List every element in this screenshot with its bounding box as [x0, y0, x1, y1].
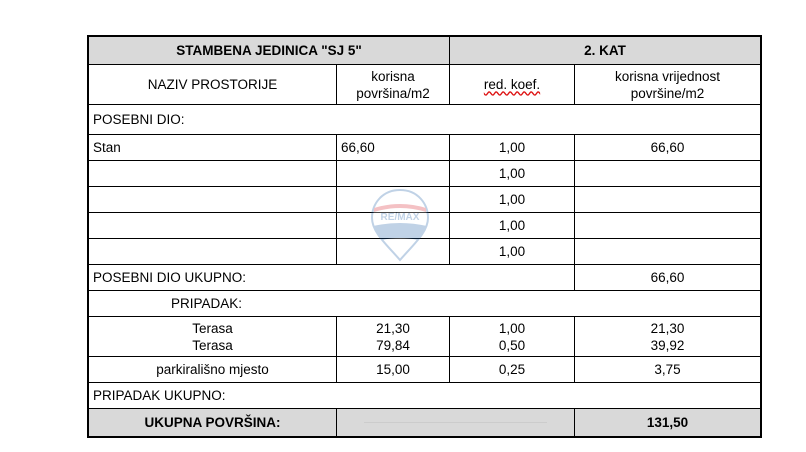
grand-total-spacer — [337, 409, 575, 437]
section-label: PRIPADAK: — [89, 291, 761, 317]
room-name — [89, 161, 337, 187]
pripadak-name — [89, 317, 337, 357]
col-coef-text: red. koef. — [483, 76, 541, 92]
pripadak-name-2: Terasa — [192, 337, 233, 353]
room-name — [89, 213, 337, 239]
col-coef — [450, 65, 575, 105]
pripadak-area-1: 21,30 — [376, 320, 410, 336]
room-value — [575, 161, 761, 187]
header-row — [89, 37, 761, 65]
column-header-row — [89, 65, 761, 105]
pripadak-value-2: 39,92 — [650, 337, 685, 353]
watermark-text: RE/MAX — [380, 212, 420, 223]
table-row — [89, 317, 761, 357]
section-pripadak — [89, 291, 761, 317]
room-name — [89, 187, 337, 213]
section-label: POSEBNI DIO: — [89, 105, 761, 135]
pripadak-value-1: 21,30 — [650, 320, 685, 336]
room-area — [337, 239, 450, 265]
room-area — [337, 187, 450, 213]
posebni-total-value: 66,60 — [575, 265, 761, 291]
col-usable-value: korisna vrijednost površine/m2 — [575, 65, 761, 105]
pripadak-area: 15,00 — [337, 357, 450, 383]
faint-divider — [364, 422, 547, 423]
room-coef: 1,00 — [450, 187, 575, 213]
room-coef: 1,00 — [450, 239, 575, 265]
room-value — [575, 213, 761, 239]
pripadak-coef — [450, 317, 575, 357]
room-area — [337, 213, 450, 239]
pripadak-total-row — [89, 383, 761, 409]
pripadak-coef-1: 1,00 — [498, 320, 526, 336]
room-name — [89, 239, 337, 265]
room-value — [575, 187, 761, 213]
room-area — [337, 161, 450, 187]
col-usable-area: korisna površina/m2 — [337, 65, 450, 105]
table-row — [89, 213, 761, 239]
grand-total-row — [89, 409, 761, 437]
pripadak-area — [337, 317, 450, 357]
table-row — [89, 357, 761, 383]
room-coef: 1,00 — [450, 213, 575, 239]
room-area: 66,60 — [337, 135, 450, 161]
section-posebni — [89, 105, 761, 135]
area-table — [88, 36, 761, 437]
col-room-name: NAZIV PROSTORIJE — [89, 65, 337, 105]
pripadak-coef: 0,25 — [450, 357, 575, 383]
pripadak-coef-2: 0,50 — [498, 337, 526, 353]
table-row — [89, 239, 761, 265]
room-coef: 1,00 — [450, 161, 575, 187]
grand-total-label: UKUPNA POVRŠINA: — [89, 409, 337, 437]
room-coef: 1,00 — [450, 135, 575, 161]
pripadak-name: parkirališno mjesto — [89, 357, 337, 383]
pripadak-area-2: 79,84 — [376, 337, 410, 353]
grand-total-value: 131,50 — [575, 409, 761, 437]
table-row — [89, 187, 761, 213]
table-row — [89, 161, 761, 187]
pripadak-value — [575, 317, 761, 357]
pripadak-total-label: PRIPADAK UKUPNO: — [89, 383, 761, 409]
table-row — [89, 135, 761, 161]
room-name: Stan — [89, 135, 337, 161]
unit-title: STAMBENA JEDINICA "SJ 5" — [89, 37, 450, 65]
posebni-total-row — [89, 265, 761, 291]
floor-label: 2. KAT — [450, 37, 761, 65]
posebni-total-label: POSEBNI DIO UKUPNO: — [89, 265, 575, 291]
room-value — [575, 239, 761, 265]
pripadak-value: 3,75 — [575, 357, 761, 383]
room-value: 66,60 — [575, 135, 761, 161]
pripadak-name-1: Terasa — [192, 320, 233, 336]
